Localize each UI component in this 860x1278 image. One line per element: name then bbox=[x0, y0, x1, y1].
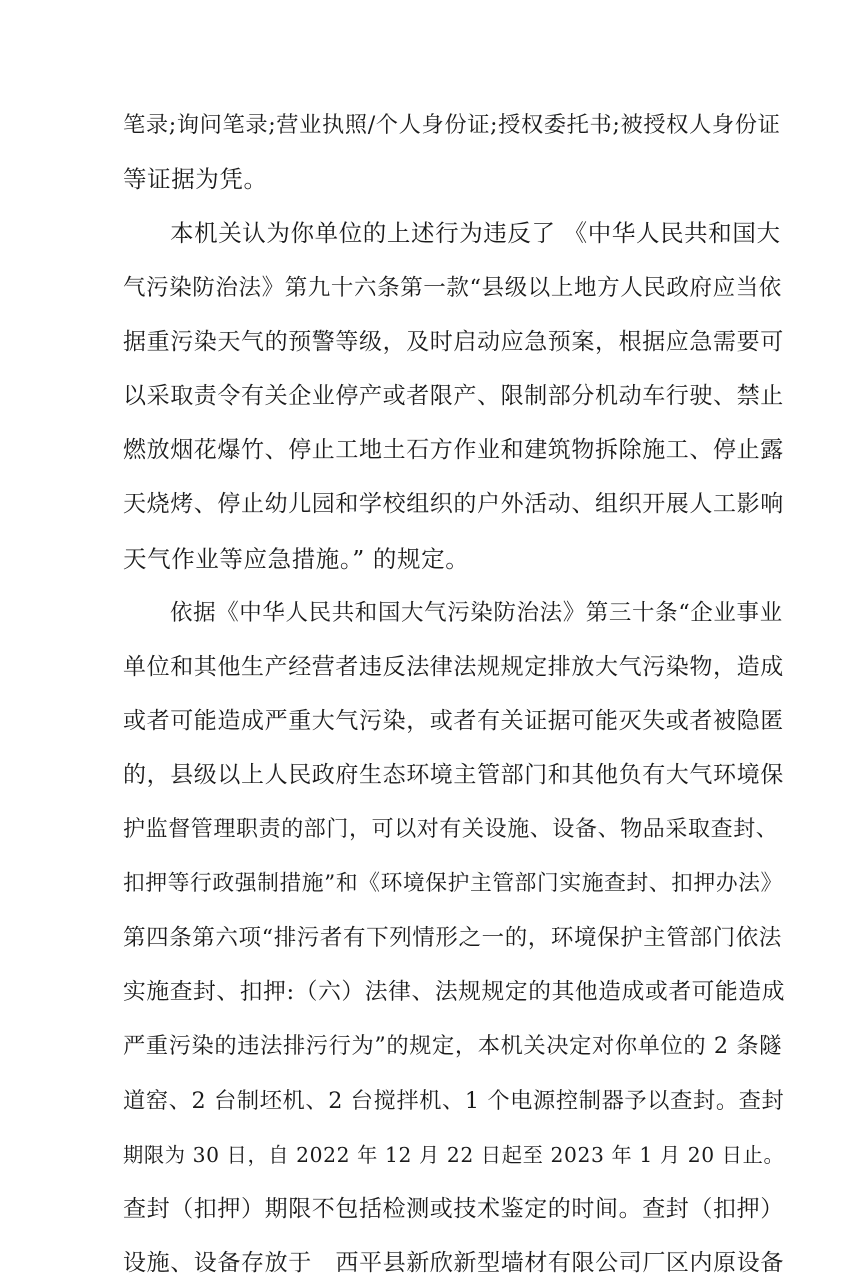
document-line: 查封（扣押）期限不包括检测或技术鉴定的时间。查封（扣押） bbox=[123, 1196, 784, 1222]
document-line: 以采取责令有关企业停产或者限产、限制部分机动车行驶、禁止 bbox=[123, 383, 784, 409]
document-line: 或者可能造成严重大气污染，或者有关证据可能灭失或者被隐匿 bbox=[123, 708, 784, 735]
document-line: 扣押等行政强制措施”和《环境保护主管部门实施查封、扣押办法》 bbox=[123, 870, 783, 896]
document-line: 第四条第六项“排污者有下列情形之一的，环境保护主管部门依法 bbox=[123, 925, 782, 951]
document-line: 护监督管理职责的部门，可以对有关设施、设备、物品采取查封、 bbox=[123, 816, 779, 842]
document-line: 燃放烟花爆竹、停止工地土石方作业和建筑物拆除施工、停止露 bbox=[123, 437, 784, 464]
document-line: 据重污染天气的预警等级，及时启动应急预案，根据应急需要可 bbox=[123, 328, 784, 355]
document-line: 单位和其他生产经营者违反法律法规规定排放大气污染物，造成 bbox=[123, 654, 784, 680]
document-line: 笔录;询问笔录;营业执照/个人身份证;授权委托书;被授权人身份证 bbox=[123, 112, 781, 138]
document-line: 天烧烤、停止幼儿园和学校组织的户外活动、组织开展人工影响 bbox=[123, 491, 784, 518]
document-line: 依据《中华人民共和国大气污染防治法》第三十条“企业事业 bbox=[170, 599, 783, 626]
document-line: 天气作业等应急措施。” 的规定。 bbox=[123, 544, 470, 573]
document-line: 期限为 30 日，自 2022 年 12 月 22 日起至 2023 年 1 月 20 日止。 bbox=[123, 1142, 785, 1167]
document-line: 实施查封、扣押:（六）法律、法规规定的其他造成或者可能造成 bbox=[123, 979, 786, 1006]
document-line: 的，县级以上人民政府生态环境主管部门和其他负有大气环境保 bbox=[123, 762, 784, 789]
document-line: 严重污染的违法排污行为”的规定，本机关决定对你单位的 2 条隧 bbox=[123, 1033, 783, 1060]
document-line: 等证据为凭。 bbox=[123, 165, 268, 194]
document-line: 设施、设备存放于 西平县新欣新型墙材有限公司厂区内原设备 bbox=[123, 1250, 784, 1277]
document-line: 道窑、2 台制坯机、2 台搅拌机、1 个电源控制器予以查封。查封 bbox=[123, 1087, 785, 1114]
document-line: 气污染防治法》第九十六条第一款“县级以上地方人民政府应当依 bbox=[123, 274, 782, 301]
document-line: 本机关认为你单位的上述行为违反了 《中华人民共和国大 bbox=[170, 219, 781, 248]
